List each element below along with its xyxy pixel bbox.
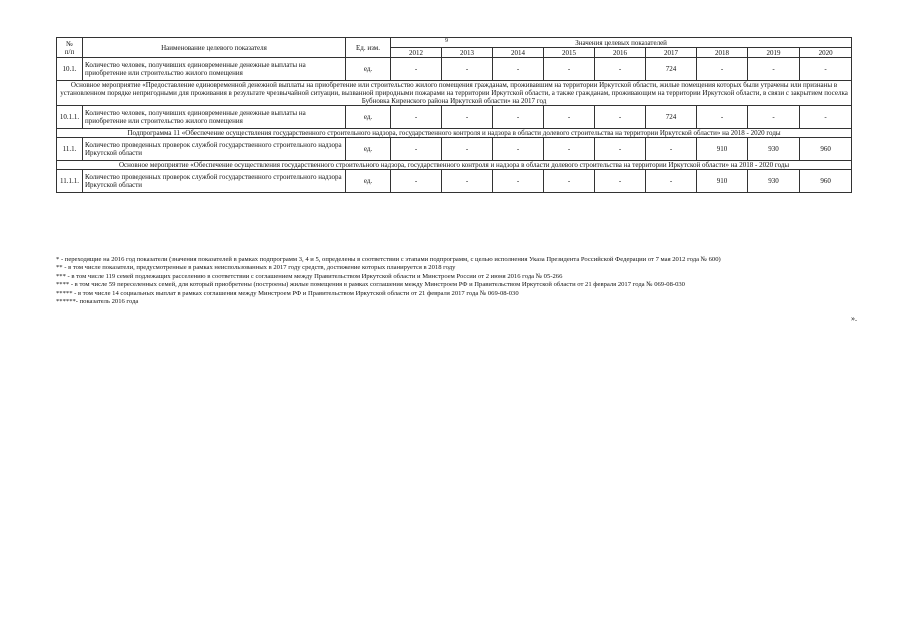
row-value-cell: 910 — [697, 138, 748, 161]
row-num-cell: 10.1. — [57, 58, 83, 81]
row-value-cell: - — [595, 138, 646, 161]
header-values-cell: Значения целевых показателей — [391, 38, 852, 48]
row-value-cell: - — [697, 58, 748, 81]
row-num-cell: 11.1. — [57, 138, 83, 161]
footnote-item: ***** - в том числе 14 социальных выплат в рамках соглашения между Минстроем РФ и Правительством Иркутской области от 21 февраля 2017 года № 069-08-030 — [56, 289, 519, 297]
row-value-cell: - — [493, 138, 544, 161]
row-name-cell: Количество проведенных проверок службой государственного строительного надзора Иркутской области — [83, 170, 346, 193]
row-value-cell: - — [442, 170, 493, 193]
closing-quote-mark: ». — [851, 314, 857, 323]
footnote-item: ** - в том числе показатели, предусмотренные в рамках неиспользованных в 2017 году средств, достижение которых планируется в 2018 году — [56, 264, 456, 272]
table-section-row — [57, 129, 852, 138]
header-year-cell: 2012 — [391, 48, 442, 58]
footnote-item: ******- показатель 2016 года — [56, 298, 139, 306]
row-value-cell: 930 — [748, 170, 800, 193]
section-title-cell: Основное мероприятие «Предоставление единовременной денежной выплаты на приобретение или строительство жилого помещения гражданам, проживавшим на территории Иркутской области, жилые помещения которых были утрачены или признаны в установленном порядке непригодными для проживания в результате чрезвычайной ситуации, вызванной природными пожарами на территории Иркутской области, а также гражданам, проживающим на территории Иркутской области, в связи с закрытием поселка Бубновка Киренского района Иркутской области» на 2017 год — [57, 81, 852, 106]
row-value-cell: - — [800, 58, 852, 81]
table-section-row — [57, 81, 852, 106]
row-value-cell: - — [595, 106, 646, 129]
row-value-cell: 724 — [646, 58, 697, 81]
row-value-cell: - — [442, 106, 493, 129]
row-unit-cell: ед. — [346, 58, 391, 81]
table-row — [57, 170, 852, 193]
row-value-cell: - — [442, 58, 493, 81]
row-value-cell: - — [748, 106, 800, 129]
header-num-cell — [57, 38, 83, 58]
row-value-cell: - — [800, 106, 852, 129]
row-value-cell: - — [595, 170, 646, 193]
row-value-cell: 960 — [800, 138, 852, 161]
header-num-label2: п/п — [64, 47, 75, 56]
header-unit-cell: Ед. изм. — [346, 38, 391, 58]
row-value-cell: - — [544, 138, 595, 161]
row-value-cell: - — [595, 58, 646, 81]
row-value-cell: - — [493, 58, 544, 81]
row-value-cell: - — [391, 138, 442, 161]
row-num-cell: 11.1.1. — [57, 170, 83, 193]
table-section-row — [57, 161, 852, 170]
header-name-cell: Наименование целевого показателя — [83, 38, 346, 58]
section-title-cell: Подпрограмма 11 «Обеспечение осуществления государственного строительного надзора, государственного контроля и надзора в области долевого строительства на территории Иркутской области» на 2018 - 2020 годы — [57, 129, 852, 138]
row-value-cell: 960 — [800, 170, 852, 193]
footnotes-block — [56, 256, 856, 306]
row-unit-cell: ед. — [346, 106, 391, 129]
row-value-cell: 910 — [697, 170, 748, 193]
header-num-label: № — [66, 39, 73, 48]
header-year-cell: 2020 — [800, 48, 852, 58]
section-title-cell: Основное мероприятие «Обеспечение осуществления государственного строительного надзора, государственного контроля и надзора в области долевого строительства на территории Иркутской области» на 2018 - 2020 годы — [57, 161, 852, 170]
footnote-item: * - переходящие на 2016 год показатели (значения показателей в рамках подпрограмм 3, 4 и 5, определены в соответствии с этапами подпрограмм, с целью исполнения Указа Президента Российской Федерации от 7 мая 2012 года № 600) — [56, 256, 721, 263]
header-year-cell: 2019 — [748, 48, 800, 58]
row-name-cell: Количество человек, получивших единовременные денежные выплаты на приобретение или строительство жилого помещения — [83, 106, 346, 129]
row-value-cell: - — [391, 170, 442, 193]
row-value-cell: - — [697, 106, 748, 129]
row-value-cell: - — [544, 170, 595, 193]
row-value-cell: - — [391, 106, 442, 129]
row-value-cell: - — [493, 106, 544, 129]
row-value-cell: - — [442, 138, 493, 161]
row-value-cell: - — [748, 58, 800, 81]
row-value-cell: - — [391, 58, 442, 81]
row-value-cell: 930 — [748, 138, 800, 161]
row-value-cell: - — [493, 170, 544, 193]
footnote-item: **** - в том числе 59 переселенных семей, для который приобретены (построены) жилые помещения в рамках соглашения между Минстроем РФ и Правительством Иркутской области от 21 февраля 2017 года № 069-08-030 — [56, 281, 685, 289]
row-value-cell: - — [646, 138, 697, 161]
row-value-cell: - — [544, 106, 595, 129]
table-row — [57, 58, 852, 81]
header-year-cell: 2013 — [442, 48, 493, 58]
target-indicators-table — [56, 37, 852, 193]
footnote-item: *** - в том числе 119 семей подлежащих расселению в соответствии с соглашением между Правительством Иркутской области и Минстроем России от 2 июня 2016 года № 05-266 — [56, 272, 563, 280]
header-year-cell: 2016 — [595, 48, 646, 58]
table-row — [57, 106, 852, 129]
page-number-mark: 9 — [445, 38, 448, 44]
row-unit-cell: ед. — [346, 170, 391, 193]
row-num-cell: 10.1.1. — [57, 106, 83, 129]
table-row — [57, 138, 852, 161]
row-name-cell: Количество проведенных проверок службой государственного строительного надзора Иркутской области — [83, 138, 346, 161]
header-year-cell: 2014 — [493, 48, 544, 58]
row-value-cell: - — [544, 58, 595, 81]
row-unit-cell: ед. — [346, 138, 391, 161]
header-year-cell: 2015 — [544, 48, 595, 58]
header-year-cell: 2018 — [697, 48, 748, 58]
header-year-cell: 2017 — [646, 48, 697, 58]
table-header-row — [57, 38, 852, 48]
row-name-cell: Количество человек, получивших единовременные денежные выплаты на приобретение или строительство жилого помещения — [83, 58, 346, 81]
row-value-cell: - — [646, 170, 697, 193]
row-value-cell: 724 — [646, 106, 697, 129]
